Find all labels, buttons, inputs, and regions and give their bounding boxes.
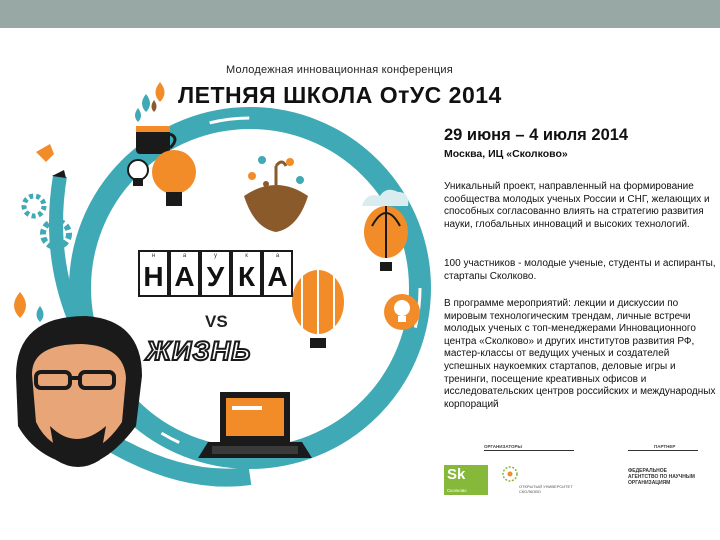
- nauka-letter-box: [262, 250, 293, 297]
- nauka-letter: К: [237, 261, 256, 292]
- drop-icon: [142, 94, 150, 112]
- university-name: ОТКРЫТЫЙ УНИВЕРСИТЕТ СКОЛКОВО: [519, 484, 573, 494]
- participants-paragraph: 100 участников - молодые ученые, студенты и аспиранты, стартапы Сколково.: [444, 258, 716, 282]
- agency-name: ФЕДЕРАЛЬНОЕ АГЕНТСТВО ПО НАУЧНЫМ ОРГАНИЗАЦИЯМ: [628, 468, 695, 486]
- program-paragraph: В программе мероприятий: лекции и дискуссии по мировым технологическим трендам, личные встречи молодых ученых с топ-менеджерами Инновационного центра «Сколково» и других институтов развития РФ, мастер-классы от ведущих ученых и создателей успешных наукоемких стартапов, деловые игры и тренинги, посещение креативных офисов и исследовательских центров российских и международных корпораций: [444, 298, 716, 410]
- nauka-small-letter: а: [182, 253, 187, 259]
- laptop-icon: [198, 392, 312, 458]
- balloon-icon: [364, 206, 408, 271]
- nauka-small-letter: н: [151, 253, 156, 259]
- drop-icon: [152, 100, 157, 112]
- poster: [0, 56, 720, 540]
- lightbulb-icon: [152, 150, 196, 206]
- vs-label: VS: [205, 312, 228, 331]
- partner-divider: [628, 450, 698, 451]
- drop-icon: [14, 292, 26, 318]
- nauka-letter: Н: [143, 261, 164, 292]
- poster-title: ЛЕТНЯЯ ШКОЛА ОтУС 2014: [178, 82, 502, 108]
- nauka-letter: А: [174, 261, 195, 292]
- nauka-letter-box: [200, 250, 231, 297]
- gear-icon: [24, 196, 44, 216]
- event-location: Москва, ИЦ «Сколково»: [444, 148, 568, 160]
- nauka-small-letter: а: [275, 253, 280, 259]
- nauka-small-letter: у: [214, 253, 217, 259]
- description-paragraph: Уникальный проект, направленный на формирование сообщества молодых ученых России и СНГ, желающих и способных согласованно влиять на стратегию развития науки, глобальных инноваций и высоких технологий.: [444, 181, 710, 230]
- sk-mark: Sk: [447, 466, 466, 483]
- zhizn-word: ЖИЗНЬ: [146, 336, 252, 366]
- nauka-small-letter: к: [245, 253, 248, 259]
- bird-icon: [36, 144, 54, 162]
- nauka-letter-box: [231, 250, 262, 297]
- partner-label: ПАРТНЕР: [654, 444, 676, 449]
- conference-subtitle: Молодежная инновационная конференция: [226, 64, 453, 76]
- idea-icon: [384, 294, 420, 330]
- organizers-divider: [484, 450, 574, 451]
- balloon-icon: [292, 270, 344, 348]
- nauka-letter-box: [169, 250, 200, 297]
- top-bar: [0, 0, 720, 28]
- drop-icon: [135, 108, 141, 122]
- event-dates: 29 июня – 4 июля 2014: [444, 126, 629, 144]
- university-logo-icon: [502, 466, 518, 482]
- drop-icon: [156, 82, 165, 102]
- nauka-letter: У: [206, 261, 225, 292]
- organizers-label: ОРГАНИЗАТОРЫ: [484, 444, 522, 449]
- cup-icon: [136, 126, 175, 154]
- illustration: [0, 56, 440, 540]
- nauka-letter: А: [267, 261, 288, 292]
- nauka-letter-box: [138, 250, 169, 297]
- skolkovo-logo: [444, 465, 488, 495]
- sk-name: Сколково: [447, 488, 467, 493]
